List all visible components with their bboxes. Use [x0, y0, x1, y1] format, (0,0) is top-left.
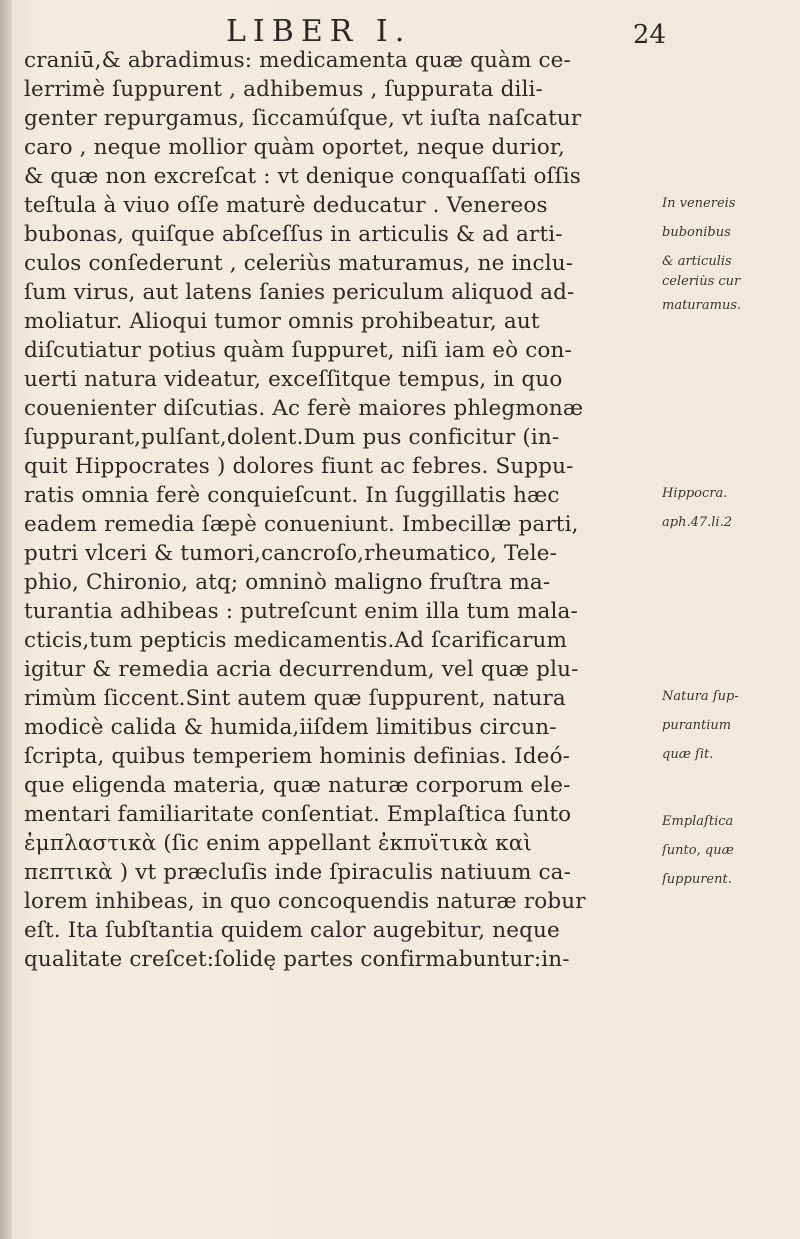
- text-line: rimùm ſiccent.Sint autem quæ ſuppurent, natura: [24, 686, 566, 711]
- text-line: genter repurgamus, ſiccamúſque, vt iuſta naſcatur: [24, 106, 582, 131]
- text-line: putri vlceri & tumori,cancroſo,rheumatico, Tele-: [24, 541, 558, 566]
- text-line: craniū,& abradimus: medicamenta quæ quàm ce-: [24, 48, 571, 73]
- margin-note: Hippocra.: [662, 487, 728, 501]
- text-line: ſum virus, aut latens ſanies periculum aliquod ad-: [24, 280, 575, 305]
- margin-note: ſuppurent.: [662, 872, 732, 887]
- text-line: couenienter diſcutias. Ac ferè maiores phlegmonæ: [24, 396, 584, 421]
- text-line: πεπτικὰ ) vt præcluſis inde ſpiraculis natiuum ca-: [24, 860, 572, 885]
- page-header: [226, 14, 666, 50]
- margin-note: In venereis: [662, 197, 736, 211]
- margin-note: maturamus.: [662, 298, 742, 313]
- text-line: ſcripta, quibus temperiem hominis definias. Ideó-: [24, 744, 571, 769]
- text-line: diſcutiatur potius quàm ſuppuret, niſi iam eò con-: [24, 338, 572, 363]
- page-number: 24: [632, 20, 666, 50]
- text-line: moliatur. Alioqui tumor omnis prohibeatur, aut: [24, 309, 540, 334]
- margin-note: celeriùs cur: [662, 275, 741, 290]
- text-line: & quæ non excreſcat : vt denique conquaſſati oſſis: [24, 164, 581, 189]
- margin-note: bubonibus: [662, 226, 731, 240]
- text-line: culos conſederunt , celeriùs maturamus, ne inclu-: [24, 251, 574, 276]
- text-line: quit Hippocrates ) dolores fiunt ac febres. Suppu-: [24, 454, 574, 479]
- main-text-block: [24, 46, 656, 974]
- text-line: bubonas, quiſque abſceſſus in articulis & ad arti-: [24, 222, 563, 247]
- text-line: uerti natura videatur, exceſſitque tempus, in quo: [24, 367, 563, 392]
- text-line: turantia adhibeas : putreſcunt enim illa tum mala-: [24, 599, 578, 624]
- running-title: LIBER I.: [226, 14, 412, 49]
- text-line: modicè calida & humida,iiſdem limitibus circun-: [24, 715, 557, 740]
- text-line: phio, Chironio, atq; omninò maligno fruſtra ma-: [24, 570, 551, 595]
- text-line: eſt. Ita ſubſtantia quidem calor augebitur, neque: [24, 918, 560, 943]
- text-line: ſuppurant,pulſant,dolent.Dum pus conficitur (in-: [24, 425, 560, 450]
- margin-note: purantium: [662, 719, 732, 733]
- margin-note: ſunto, quæ: [662, 843, 734, 858]
- text-line: ratis omnia ferè conquieſcunt. In ſuggillatis hæc: [24, 483, 560, 508]
- margin-note: Natura ſup-: [662, 690, 739, 704]
- text-line: ἐμπλαστικὰ (ſic enim appellant ἐκπυϊτικὰ καὶ: [24, 831, 533, 856]
- text-line: caro , neque mollior quàm oportet, neque durior,: [24, 135, 565, 160]
- text-line: lorem inhibeas, in quo concoquendis naturæ robur: [24, 889, 586, 914]
- text-line: mentari familiaritate conſentiat. Emplaſtica ſunto: [24, 802, 572, 827]
- margin-note: aph.47.li.2: [662, 516, 732, 530]
- margin-note: quæ ſit.: [662, 748, 714, 762]
- text-line: qualitate creſcet:ſolidę partes confirmabuntur:in-: [24, 947, 570, 972]
- text-line: lerrimè ſuppurent , adhibemus , ſuppurata dili-: [24, 77, 543, 102]
- text-line: que eligenda materia, quæ naturæ corporum ele-: [24, 773, 571, 798]
- page-gutter-edge: [0, 0, 12, 1239]
- text-line: igitur & remedia acria decurrendum, vel quæ plu-: [24, 657, 579, 682]
- text-line: eadem remedia ſæpè conueniunt. Imbecillæ parti,: [24, 512, 579, 537]
- text-line: teſtula à viuo oſſe maturè deducatur . Venereos: [24, 193, 548, 218]
- text-line: cticis,tum pepticis medicamentis.Ad ſcarificarum: [24, 628, 568, 653]
- margin-note: & articulis: [662, 255, 732, 269]
- margin-note: Emplaſtica: [662, 814, 734, 829]
